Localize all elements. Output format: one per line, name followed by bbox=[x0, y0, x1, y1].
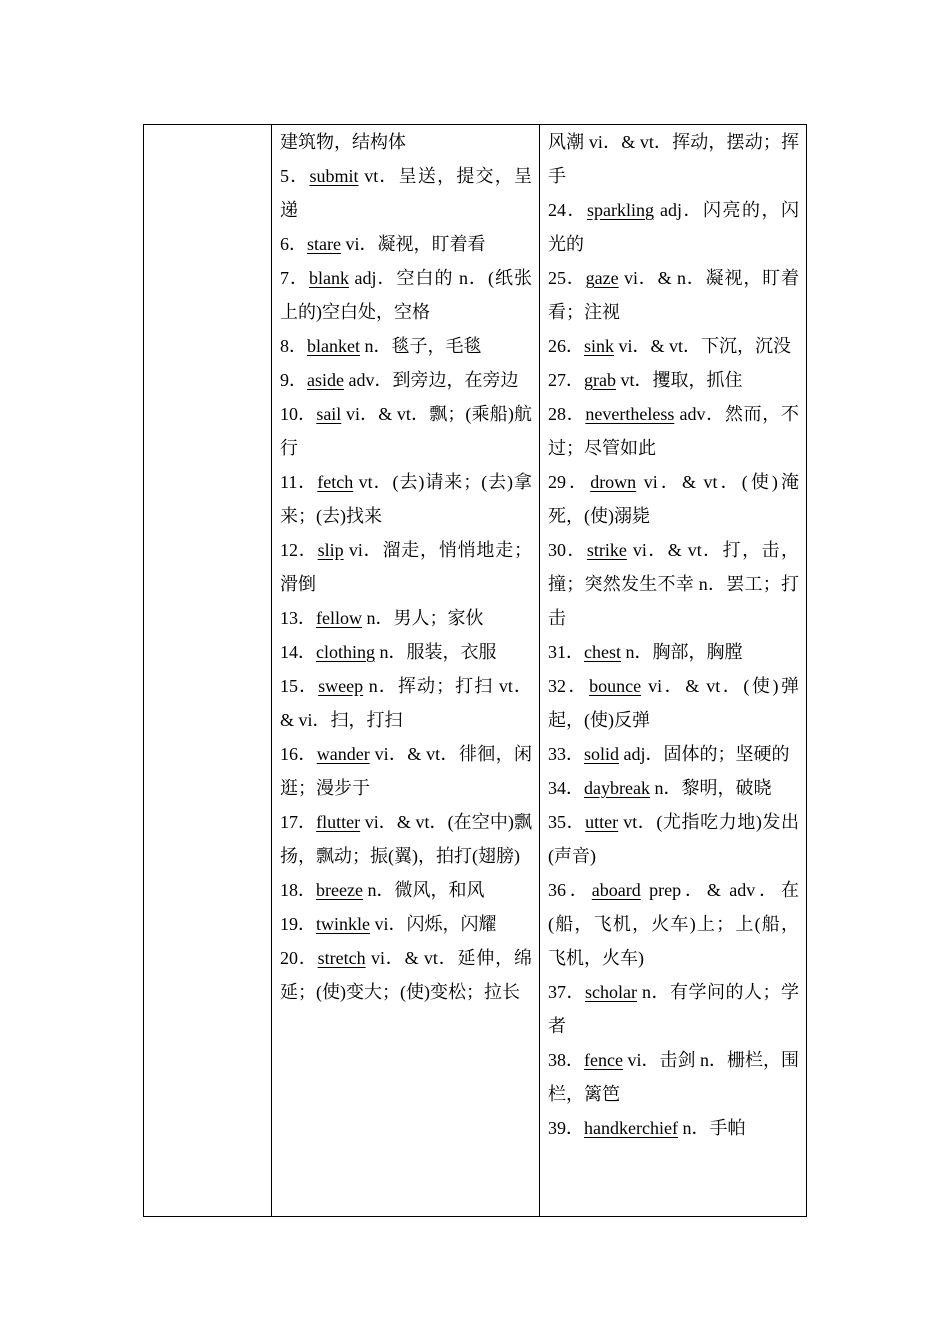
vocab-entry bbox=[548, 975, 799, 1043]
entry-word: twinkle bbox=[316, 914, 370, 934]
entry-word: sail bbox=[316, 404, 342, 424]
vocab-entry bbox=[548, 805, 799, 873]
entry-definition: vt．(尤指吃力地)发出(声音) bbox=[548, 812, 799, 866]
vocab-entry bbox=[548, 363, 799, 397]
vocab-entry bbox=[548, 465, 799, 533]
entry-definition: vt．呈送，提交，呈递 bbox=[280, 166, 532, 220]
entry-word: strike bbox=[586, 540, 627, 560]
entry-number: 14． bbox=[280, 642, 316, 662]
vocab-entry bbox=[280, 907, 532, 941]
entry-word: stretch bbox=[317, 948, 366, 968]
entry-word: blanket bbox=[307, 336, 360, 356]
entry-word: aboard bbox=[591, 880, 641, 900]
entry-number: 10． bbox=[280, 404, 317, 424]
vocab-entry bbox=[548, 533, 799, 635]
entry-definition: vi．& vt．(使)弹起，(使)反弹 bbox=[548, 676, 799, 730]
vocab-entry bbox=[280, 397, 532, 465]
entry-word: handkerchief bbox=[584, 1118, 678, 1138]
entry-definition: 风潮 vi．& vt．挥动，摆动；挥手 bbox=[548, 132, 799, 186]
vocab-entry bbox=[548, 1111, 799, 1145]
entry-number: 25． bbox=[548, 268, 586, 288]
entry-definition: n．毯子，毛毯 bbox=[359, 336, 482, 356]
entry-word: fetch bbox=[317, 472, 354, 492]
entry-word: sparkling bbox=[587, 200, 654, 220]
vocab-entry bbox=[280, 941, 532, 1009]
entry-definition: adj．空白的 n．(纸张上的)空白处，空格 bbox=[280, 268, 533, 322]
vocab-entry bbox=[280, 533, 532, 601]
vocab-entry bbox=[548, 669, 799, 737]
entry-word: submit bbox=[309, 166, 359, 186]
entry-word: flutter bbox=[316, 812, 361, 832]
entry-definition: adj．固体的；坚硬的 bbox=[619, 744, 790, 764]
entry-number: 34． bbox=[548, 778, 584, 798]
entry-number: 7． bbox=[280, 268, 310, 288]
vocab-entry bbox=[548, 635, 799, 669]
entry-number: 11． bbox=[280, 472, 318, 492]
entry-number: 16． bbox=[280, 744, 317, 764]
vocab-entry bbox=[280, 737, 532, 805]
vocab-entry bbox=[548, 1043, 799, 1111]
entry-word: grab bbox=[584, 370, 616, 390]
entry-number: 35． bbox=[548, 812, 586, 832]
entry-number: 28． bbox=[548, 404, 586, 424]
entry-word: fellow bbox=[316, 608, 362, 628]
entry-definition: n．有学问的人；学者 bbox=[548, 982, 800, 1036]
vocab-entry bbox=[280, 159, 532, 227]
entry-definition: n．男人；家伙 bbox=[361, 608, 484, 628]
entry-definition: n．服装，衣服 bbox=[375, 642, 497, 662]
entry-number: 19． bbox=[280, 914, 316, 934]
entry-definition: n．挥动；打扫 vt．& vi．扫，打扫 bbox=[280, 676, 532, 730]
entry-number: 12． bbox=[280, 540, 318, 560]
entry-definition: vi．溜走，悄悄地走；滑倒 bbox=[280, 540, 532, 594]
entry-number: 39． bbox=[548, 1118, 584, 1138]
entry-definition: adv．到旁边，在旁边 bbox=[343, 370, 519, 390]
vocab-entry bbox=[280, 635, 532, 669]
entry-number: 29． bbox=[548, 472, 591, 492]
entry-number: 32． bbox=[548, 676, 590, 696]
vocab-entry bbox=[280, 125, 532, 159]
entry-number: 5． bbox=[280, 166, 310, 186]
vocab-entry bbox=[280, 805, 532, 873]
entry-number: 18． bbox=[280, 880, 316, 900]
entry-word: clothing bbox=[316, 642, 375, 662]
entry-definition: vi．闪烁，闪耀 bbox=[370, 914, 497, 934]
entry-definition: vi．& n．凝视，盯着看；注视 bbox=[548, 268, 799, 322]
entry-word: breeze bbox=[316, 880, 363, 900]
entry-number: 38． bbox=[548, 1050, 585, 1070]
vocab-entry bbox=[280, 601, 532, 635]
entry-word: chest bbox=[584, 642, 621, 662]
entry-definition: vi．& vt．打，击，撞；突然发生不幸 n．罢工；打击 bbox=[548, 540, 799, 628]
vocab-entry bbox=[548, 873, 799, 975]
entry-number: 36． bbox=[548, 880, 592, 900]
vocab-entry bbox=[548, 261, 799, 329]
entry-definition: vi．& vt．(使)淹死，(使)溺毙 bbox=[548, 472, 799, 526]
entry-number: 15． bbox=[280, 676, 319, 696]
vocabulary-table bbox=[143, 124, 807, 1217]
entry-word: blank bbox=[309, 268, 350, 288]
vocab-entry bbox=[280, 329, 532, 363]
entry-word: slip bbox=[317, 540, 344, 560]
vocab-entry bbox=[548, 771, 799, 805]
entry-number: 13． bbox=[280, 608, 316, 628]
entry-word: aside bbox=[307, 370, 344, 390]
vocab-entry bbox=[280, 363, 532, 397]
entry-definition: n．胸部，胸膛 bbox=[620, 642, 743, 662]
entry-number: 9． bbox=[280, 370, 307, 390]
entry-number: 24． bbox=[548, 200, 587, 220]
vocab-entry bbox=[548, 125, 799, 193]
entry-number: 8． bbox=[280, 336, 307, 356]
vocab-entry bbox=[280, 873, 532, 907]
entry-definition: vi．& vt．(在空中)飘扬，飘动；振(翼)，拍打(翅膀) bbox=[280, 812, 532, 866]
vocab-entry bbox=[280, 669, 532, 737]
entry-definition: vi．& vt．延伸，绵延；(使)变大；(使)变松；拉长 bbox=[280, 948, 532, 1002]
vocab-entry bbox=[280, 227, 532, 261]
entry-definition: vt．攫取，抓住 bbox=[615, 370, 743, 390]
entry-number: 20． bbox=[280, 948, 318, 968]
entry-word: utter bbox=[585, 812, 619, 832]
right-column bbox=[540, 125, 806, 1216]
entry-word: nevertheless bbox=[585, 404, 675, 424]
entry-word: scholar bbox=[585, 982, 637, 1002]
blank-column bbox=[144, 125, 272, 1216]
entry-definition: vt．(去)请来；(去)拿来；(去)找来 bbox=[280, 472, 532, 526]
entry-number: 26． bbox=[548, 336, 584, 356]
entry-definition: vi．击剑 n．栅栏，围栏，篱笆 bbox=[548, 1050, 799, 1104]
entry-word: stare bbox=[307, 234, 341, 254]
vocab-entry bbox=[548, 397, 799, 465]
entry-definition: vi．& vt．飘；(乘船)航行 bbox=[280, 404, 532, 458]
entry-number: 33． bbox=[548, 744, 584, 764]
entry-definition: n．手帕 bbox=[677, 1118, 746, 1138]
entry-number: 37． bbox=[548, 982, 586, 1002]
vocab-entry bbox=[548, 193, 799, 261]
entry-word: sink bbox=[584, 336, 615, 356]
entry-definition: adv．然而，不过；尽管如此 bbox=[548, 404, 799, 458]
entry-word: wander bbox=[316, 744, 370, 764]
vocab-entry bbox=[280, 465, 532, 533]
entry-word: daybreak bbox=[584, 778, 650, 798]
entry-number: 31． bbox=[548, 642, 584, 662]
entry-word: gaze bbox=[585, 268, 619, 288]
entry-word: solid bbox=[584, 744, 620, 764]
entry-definition: vi．凝视，盯着看 bbox=[340, 234, 486, 254]
entry-definition: n．黎明，破晓 bbox=[649, 778, 772, 798]
entry-number: 17． bbox=[280, 812, 317, 832]
entry-number: 6． bbox=[280, 234, 307, 254]
entry-number: 27． bbox=[548, 370, 584, 390]
entry-definition: adj．闪亮的，闪光的 bbox=[548, 200, 799, 254]
entry-word: sweep bbox=[318, 676, 364, 696]
entry-word: fence bbox=[584, 1050, 623, 1070]
vocab-entry bbox=[280, 261, 532, 329]
entry-number: 30． bbox=[548, 540, 587, 560]
vocab-entry bbox=[548, 329, 799, 363]
entry-word: bounce bbox=[589, 676, 642, 696]
entry-definition: vi．& vt．徘徊，闲逛；漫步于 bbox=[280, 744, 532, 798]
entry-definition: prep．& adv．在(船，飞机，火车)上；上(船，飞机，火车) bbox=[548, 880, 799, 968]
entry-word: drown bbox=[590, 472, 637, 492]
entry-definition: vi．& vt．下沉，沉没 bbox=[614, 336, 792, 356]
entry-definition: n．微风，和风 bbox=[362, 880, 485, 900]
vocab-entry bbox=[548, 737, 799, 771]
middle-column bbox=[272, 125, 540, 1216]
entry-definition: 建筑物，结构体 bbox=[280, 132, 406, 152]
